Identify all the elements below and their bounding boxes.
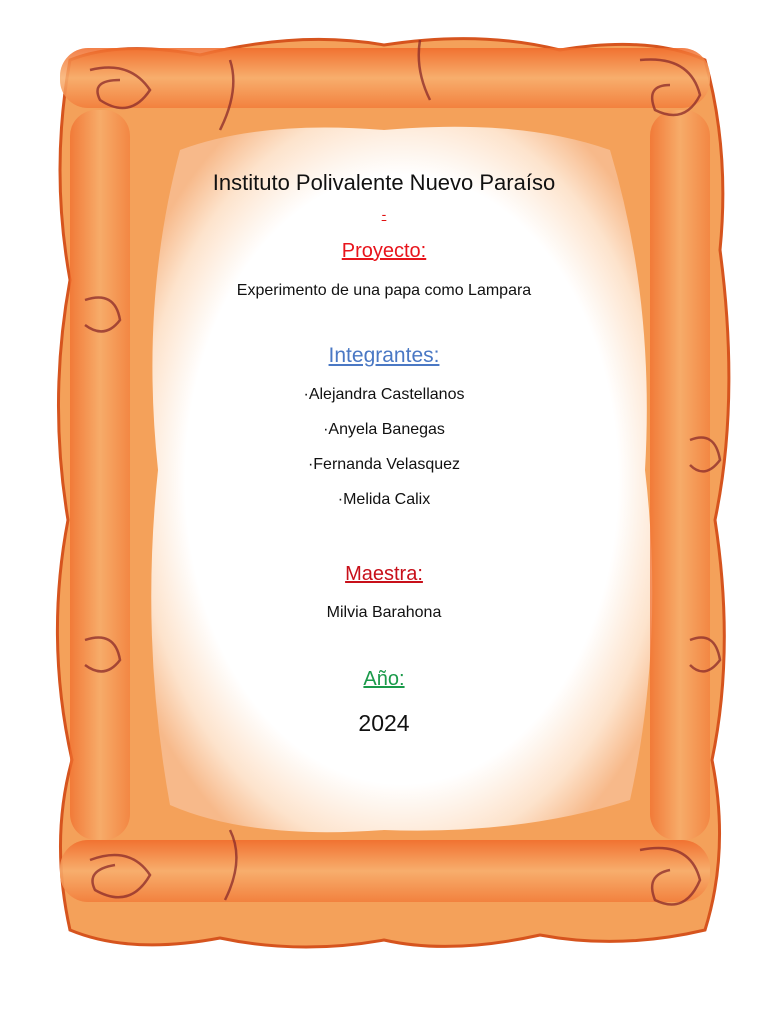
project-title: Experimento de una papa como Lampara bbox=[236, 282, 532, 299]
member-item: ·Melida Calix bbox=[337, 491, 431, 508]
member-item: ·Alejandra Castellanos bbox=[303, 386, 465, 403]
member-item: ·Fernanda Velasquez bbox=[307, 456, 461, 473]
teacher-name: Milvia Barahona bbox=[326, 604, 442, 621]
member-item: ·Anyela Banegas bbox=[323, 421, 445, 438]
institution-name: Instituto Polivalente Nuevo Paraíso bbox=[212, 170, 556, 195]
year-heading: Año: bbox=[363, 668, 405, 690]
top-scroll bbox=[60, 48, 710, 108]
teacher-heading: Maestra: bbox=[345, 563, 423, 585]
members-heading: Integrantes: bbox=[328, 344, 440, 367]
right-scroll bbox=[650, 110, 710, 840]
red-dash: - bbox=[381, 206, 387, 222]
project-heading: Proyecto: bbox=[341, 240, 427, 262]
bottom-scroll bbox=[60, 840, 710, 902]
left-scroll bbox=[70, 110, 130, 840]
year-value: 2024 bbox=[358, 710, 410, 736]
